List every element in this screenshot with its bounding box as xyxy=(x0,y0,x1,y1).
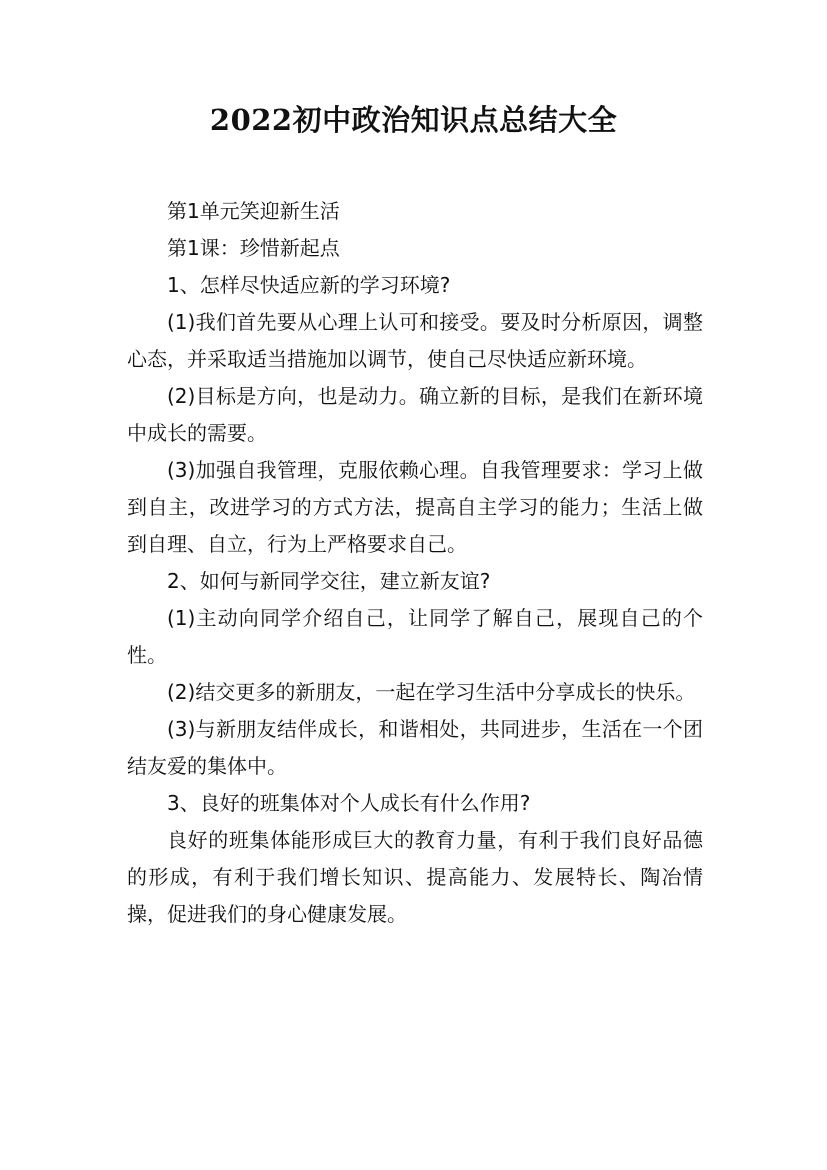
unit-heading: 第1单元笑迎新生活 xyxy=(167,199,340,223)
body-paragraph: (2)结交更多的新朋友，一起在学习生活中分享成长的快乐。 xyxy=(167,680,696,704)
body-paragraph: (2)目标是方向，也是动力。确立新的目标，是我们在新环境中成长的需要。 xyxy=(127,384,703,445)
question-heading: 3、良好的班集体对个人成长有什么作用? xyxy=(167,791,531,815)
body-paragraph: (1)我们首先要从心理上认可和接受。要及时分析原因，调整心态，并采取适当措施加以调节，使自己尽快适应新环境。 xyxy=(127,310,703,371)
document-title: 2022初中政治知识点总结大全 xyxy=(209,103,618,137)
body-paragraph: 良好的班集体能形成巨大的教育力量，有利于我们良好品德的形成，有利于我们增长知识、提高能力、发展特长、陶冶情操，促进我们的身心健康发展。 xyxy=(127,828,703,926)
question-heading: 2、如何与新同学交往，建立新友谊? xyxy=(167,569,491,593)
document-body xyxy=(127,193,703,933)
question-heading: 1、怎样尽快适应新的学习环境? xyxy=(167,273,451,297)
body-paragraph: (1)主动向同学介绍自己，让同学了解自己，展现自己的个性。 xyxy=(127,606,703,667)
body-paragraph: (3)与新朋友结伴成长，和谐相处，共同进步，生活在一个团结友爱的集体中。 xyxy=(127,717,703,778)
lesson-heading: 第1课：珍惜新起点 xyxy=(167,236,340,260)
body-paragraph: (3)加强自我管理，克服依赖心理。自我管理要求：学习上做到自主，改进学习的方式方法，提高自主学习的能力；生活上做到自理、自立，行为上严格要求自己。 xyxy=(127,458,703,556)
